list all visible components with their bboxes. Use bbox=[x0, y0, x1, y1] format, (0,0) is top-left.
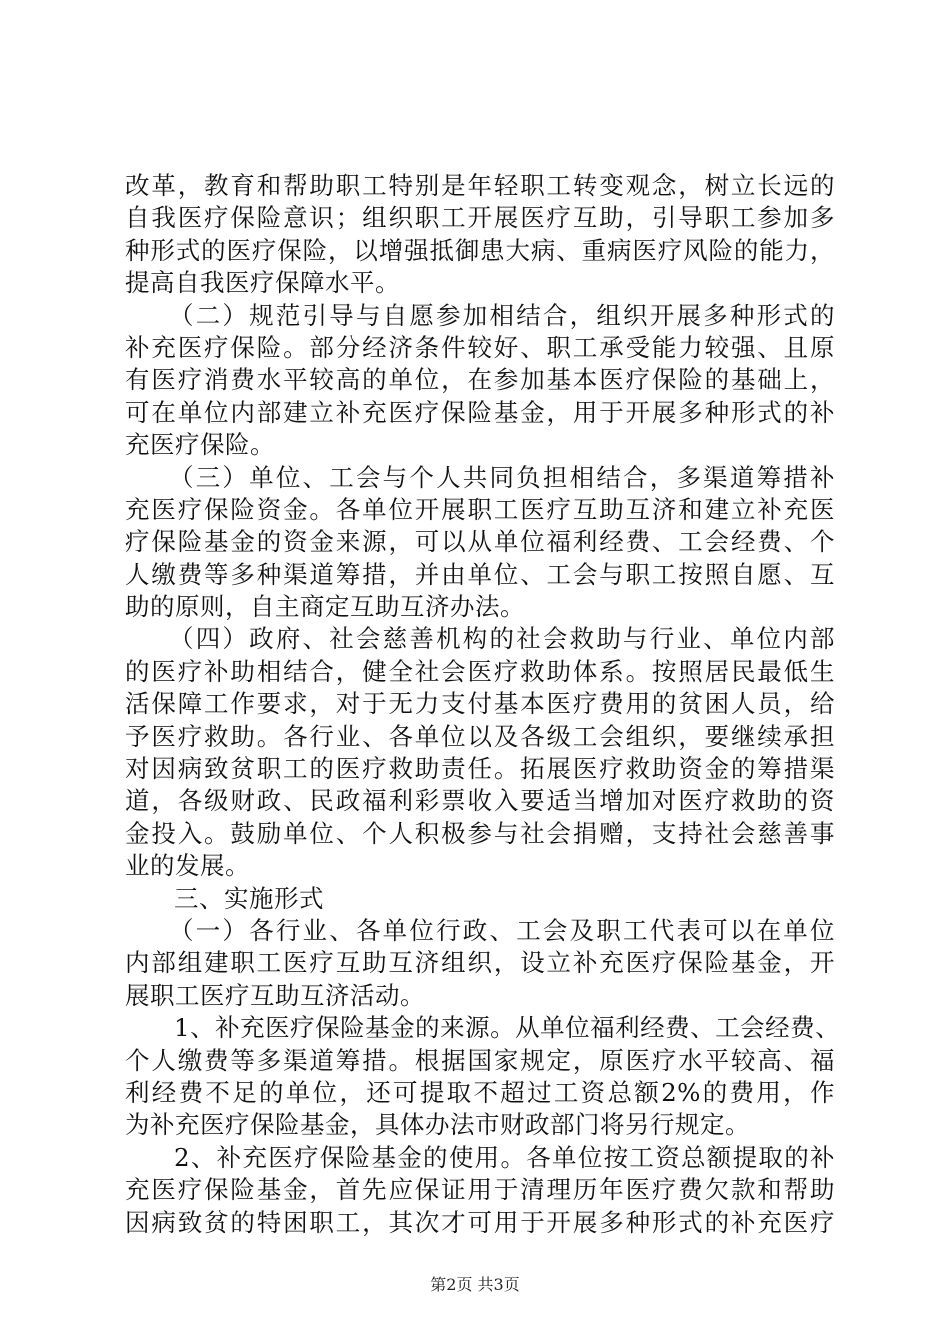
text-line: 的医疗补助相结合，健全社会医疗救助体系。按照居民最低生 bbox=[125, 656, 835, 686]
text-line: 可在单位内部建立补充医疗保险基金，用于开展多种形式的补 bbox=[125, 397, 835, 427]
text-line: 充医疗保险基金，首先应保证用于清理历年医疗费欠款和帮助 bbox=[125, 1175, 835, 1205]
text-line: 对因病致贫职工的医疗救助责任。拓展医疗救助资金的筹措渠 bbox=[125, 754, 835, 784]
text-line: 有医疗消费水平较高的单位，在参加基本医疗保险的基础上， bbox=[125, 365, 835, 395]
text-line: 个人缴费等多渠道筹措。根据国家规定，原医疗水平较高、福 bbox=[125, 1045, 835, 1075]
text-line: 种形式的医疗保险，以增强抵御患大病、重病医疗风险的能力， bbox=[125, 235, 835, 265]
text-line: （一）各行业、各单位行政、工会及职工代表可以在单位 bbox=[169, 915, 835, 945]
text-line: 活保障工作要求，对于无力支付基本医疗费用的贫困人员，给 bbox=[125, 689, 835, 719]
text-line: 展职工医疗互助互济活动。 bbox=[125, 980, 425, 1010]
text-line: 1、补充医疗保险基金的来源。从单位福利经费、工会经费、 bbox=[174, 1013, 841, 1043]
text-line: （二）规范引导与自愿参加相结合，组织开展多种形式的 bbox=[169, 300, 835, 330]
text-line: （三）单位、工会与个人共同负担相结合，多渠道筹措补 bbox=[169, 462, 835, 492]
text-line: 2、补充医疗保险基金的使用。各单位按工资总额提取的补 bbox=[174, 1142, 835, 1172]
body-text bbox=[125, 170, 841, 1239]
text-line: 充医疗保险资金。各单位开展职工医疗互助互济和建立补充医 bbox=[125, 494, 835, 524]
text-line: （四）政府、社会慈善机构的社会救助与行业、单位内部 bbox=[169, 624, 835, 654]
text-line: 因病致贫的特困职工，其次才可用于开展多种形式的补充医疗 bbox=[125, 1207, 835, 1237]
text-line: 疗保险基金的资金来源，可以从单位福利经费、工会经费、个 bbox=[125, 527, 835, 557]
text-line: 予医疗救助。各行业、各单位以及各级工会组织，要继续承担 bbox=[125, 721, 835, 751]
text-line: 为补充医疗保险基金，具体办法市财政部门将另行规定。 bbox=[125, 1110, 750, 1140]
text-line: 充医疗保险。 bbox=[125, 430, 275, 460]
text-line: 业的发展。 bbox=[125, 851, 250, 881]
text-line: 改革，教育和帮助职工特别是年轻职工转变观念，树立长远的 bbox=[125, 171, 835, 200]
text-line: 三、实施形式 bbox=[174, 883, 324, 913]
text-line: 人缴费等多种渠道筹措，并由单位、工会与职工按照自愿、互 bbox=[125, 559, 835, 589]
text-line: 自我医疗保险意识；组织职工开展医疗互助，引导职工参加多 bbox=[125, 203, 835, 233]
text-line: 内部组建职工医疗互助互济组织，设立补充医疗保险基金，开 bbox=[125, 948, 835, 978]
text-line: 助的原则，自主商定互助互济办法。 bbox=[125, 592, 525, 622]
text-line: 道，各级财政、民政福利彩票收入要适当增加对医疗救助的资 bbox=[125, 786, 835, 816]
text-line: 金投入。鼓励单位、个人积极参与社会捐赠，支持社会慈善事 bbox=[125, 818, 835, 848]
page-footer: 第2页 共3页 bbox=[430, 1275, 520, 1294]
text-line: 提高自我医疗保障水平。 bbox=[125, 268, 400, 298]
text-line: 利经费不足的单位，还可提取不超过工资总额2%的费用，作 bbox=[125, 1077, 835, 1107]
text-line: 补充医疗保险。部分经济条件较好、职工承受能力较强、且原 bbox=[125, 332, 835, 362]
